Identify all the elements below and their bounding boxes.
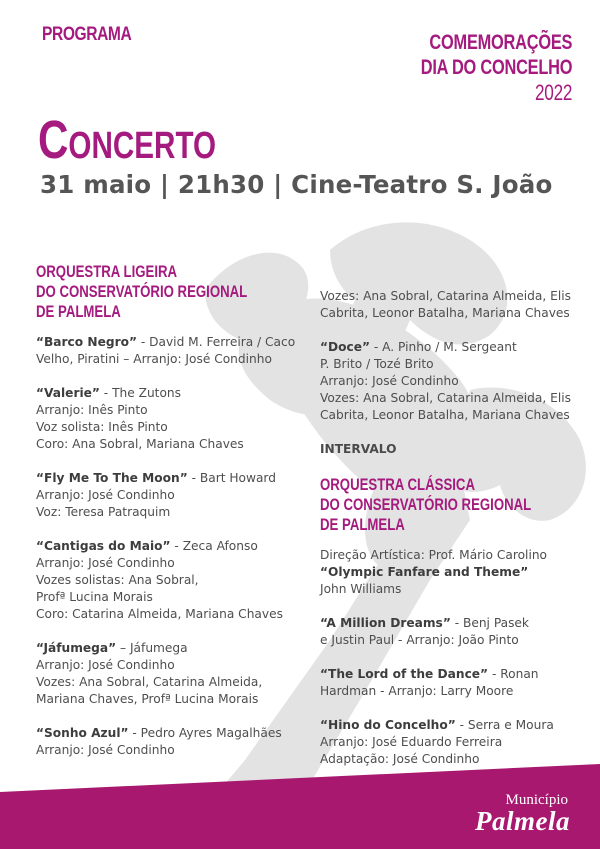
program-item xyxy=(36,725,296,759)
piece-detail: Vozes solistas: Ana Sobral, xyxy=(36,573,199,587)
piece-title: “A Million Dreams” xyxy=(320,616,451,630)
piece-title: “Barco Negro” xyxy=(36,335,137,349)
piece-detail: Arranjo: José Condinho xyxy=(36,658,175,672)
program-item xyxy=(36,470,296,521)
piece-credits: - A. Pinho / M. Sergeant xyxy=(370,340,517,354)
piece-title: “The Lord of the Dance” xyxy=(320,667,489,681)
event-series-line-2: DIA DO CONCELHO xyxy=(420,56,572,79)
piece-detail: Vozes: Ana Sobral, Catarina Almeida, Elis xyxy=(320,289,571,303)
piece-detail: Hardman - Arranjo: Larry Moore xyxy=(320,684,514,698)
piece-title: “Olympic Fanfare and Theme” xyxy=(320,565,529,579)
event-date-venue: 31 maio | 21h30 | Cine-Teatro S. João xyxy=(40,170,553,199)
piece-detail: Arranjo: José Condinho xyxy=(36,743,175,757)
piece-detail: Velho, Piratini – Arranjo: José Condinho xyxy=(36,352,272,366)
piece-detail: Cabrita, Leonor Batalha, Mariana Chaves xyxy=(320,306,570,320)
piece-title: “Cantigas do Maio” xyxy=(36,539,171,553)
program-item xyxy=(320,717,590,768)
orchestra-heading-line: DE PALMELA xyxy=(320,516,405,534)
piece-credits: - Ronan xyxy=(488,667,539,681)
piece-credits: - The Zutons xyxy=(99,386,181,400)
piece-detail: Cabrita, Leonor Batalha, Mariana Chaves xyxy=(320,408,570,422)
piece-detail: Adaptação: José Condinho xyxy=(320,752,480,766)
orchestra-heading-line: DE PALMELA xyxy=(36,303,121,321)
piece-detail: Arranjo: José Condinho xyxy=(36,556,175,570)
piece-credits: - David M. Ferreira / Caco xyxy=(136,335,296,349)
orchestra-heading-line: ORQUESTRA LIGEIRA xyxy=(36,263,178,281)
piece-title: “Jáfumega” xyxy=(36,641,117,655)
piece-detail: Profª Lucina Morais xyxy=(36,590,153,604)
piece-detail: Vozes: Ana Sobral, Catarina Almeida, Elis xyxy=(320,391,571,405)
program-item-continued xyxy=(320,288,590,322)
piece-credits: – Jáfumega xyxy=(116,641,188,655)
orchestra-heading-line: DO CONSERVATÓRIO REGIONAL xyxy=(320,496,532,514)
program-item xyxy=(320,339,590,424)
event-year: 2022 xyxy=(534,80,572,105)
piece-detail: Coro: Ana Sobral, Mariana Chaves xyxy=(36,437,244,451)
piece-detail: Voz: Teresa Patraquim xyxy=(36,505,171,519)
piece-detail: Arranjo: José Eduardo Ferreira xyxy=(320,735,503,749)
piece-credits: - Serra e Moura xyxy=(455,718,554,732)
section-label: PROGRAMA xyxy=(42,24,132,45)
orchestra-heading-ligeira xyxy=(36,262,300,322)
event-series-line-1: COMEMORAÇÕES xyxy=(429,31,572,54)
piece-detail: Coro: Catarina Almeida, Mariana Chaves xyxy=(36,607,283,621)
piece-title: “Sonho Azul” xyxy=(36,726,129,740)
municipality-logo xyxy=(475,792,570,834)
program-item xyxy=(320,547,590,598)
left-column xyxy=(36,262,296,776)
piece-detail: Arranjo: José Condinho xyxy=(320,374,459,388)
piece-detail: P. Brito / Tozé Brito xyxy=(320,357,434,371)
logo-large-text: Palmela xyxy=(475,806,570,836)
event-series-heading xyxy=(378,30,572,105)
piece-detail: e Justin Paul - Arranjo: João Pinto xyxy=(320,633,519,647)
program-item xyxy=(320,666,590,700)
piece-title: “Doce” xyxy=(320,340,370,354)
piece-detail: Arranjo: Inês Pinto xyxy=(36,403,148,417)
piece-credits: - Pedro Ayres Magalhães xyxy=(128,726,282,740)
program-item xyxy=(320,615,590,649)
page-title: Concerto xyxy=(38,110,217,170)
program-item xyxy=(36,385,296,453)
piece-title: “Fly Me To The Moon” xyxy=(36,471,188,485)
piece-credits: - Zeca Afonso xyxy=(170,539,258,553)
program-item xyxy=(36,334,296,368)
piece-detail: Arranjo: José Condinho xyxy=(36,488,175,502)
piece-detail: Vozes: Ana Sobral, Catarina Almeida, xyxy=(36,675,263,689)
piece-title: “Hino do Concelho” xyxy=(320,718,456,732)
piece-title: “Valerie” xyxy=(36,386,100,400)
artistic-direction: Direção Artística: Prof. Mário Carolino xyxy=(320,548,548,562)
logo-small-text: Município xyxy=(505,792,568,808)
right-column xyxy=(320,288,590,785)
program-item xyxy=(36,538,296,623)
piece-detail: Voz solista: Inês Pinto xyxy=(36,420,168,434)
orchestra-heading-line: ORQUESTRA CLÁSSICA xyxy=(320,476,475,494)
program-item xyxy=(36,640,296,708)
piece-detail: John Williams xyxy=(320,582,402,596)
piece-credits: - Benj Pasek xyxy=(450,616,529,630)
piece-credits: - Bart Howard xyxy=(187,471,276,485)
intermission-label: INTERVALO xyxy=(320,442,397,456)
piece-detail: Mariana Chaves, Profª Lucina Morais xyxy=(36,692,259,706)
orchestra-heading-classica xyxy=(320,475,584,535)
orchestra-heading-line: DO CONSERVATÓRIO REGIONAL xyxy=(36,283,248,301)
